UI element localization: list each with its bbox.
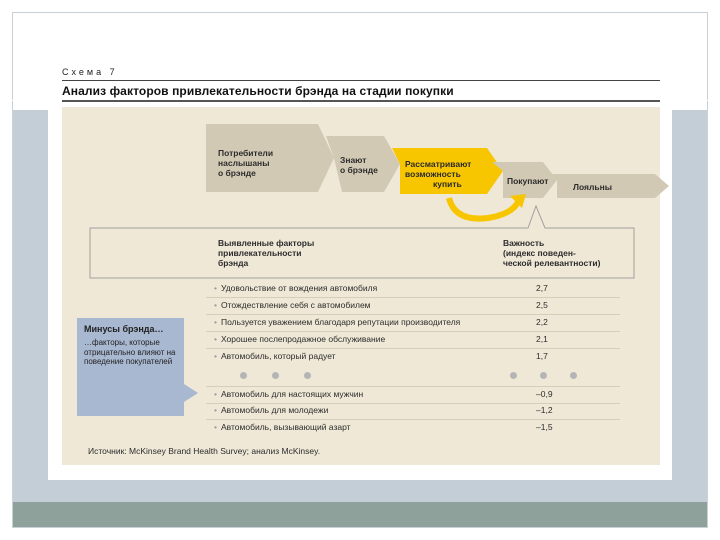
- ellipsis-dot: [510, 372, 517, 379]
- table-row: [206, 298, 620, 315]
- stage-aware-line1: Потребители: [218, 148, 274, 158]
- factors-header-line2: привлекательности: [218, 248, 302, 258]
- importance-header-line1: Важность: [503, 238, 545, 248]
- brand-minuses-callout: [77, 318, 184, 416]
- factor-value: 2,7: [536, 283, 548, 293]
- factor-label: • Автомобиль для молодежи: [214, 405, 328, 415]
- importance-header-line3: ческой релевантности): [503, 258, 601, 268]
- figure-title: Анализ факторов привлекательности брэнда на стадии покупки: [62, 84, 454, 98]
- stage-label-know: [340, 155, 378, 175]
- stage-label-buy: Покупают: [507, 176, 549, 186]
- table-row: [206, 281, 620, 298]
- callout-body: …факторы, которые отрицательно влияют на поведение покупателей: [84, 338, 176, 366]
- stage-know-line2: о брэнде: [340, 165, 378, 175]
- stage-know-line1: Знают: [340, 155, 367, 165]
- callout-pointer: [184, 384, 198, 402]
- stage-label-aware: [218, 148, 273, 178]
- factor-label: • Пользуется уважением благодаря репутации производителя: [214, 317, 460, 327]
- stage-aware-line2: наслышаны: [218, 158, 270, 168]
- stage-consider-line3: купить: [433, 179, 462, 189]
- table-row: [206, 332, 620, 349]
- ellipsis-dot: [272, 372, 279, 379]
- callout-title: Минусы брэнда…: [84, 324, 164, 334]
- stage-label-loyal: Лояльны: [573, 182, 613, 192]
- table-row: [206, 403, 620, 420]
- stage-aware-line3: о брэнде: [218, 168, 256, 178]
- factor-label: • Хорошее послепродажное обслуживание: [214, 334, 385, 344]
- factor-label: • Отождествление себя с автомобилем: [214, 300, 371, 310]
- table-row: [206, 315, 620, 332]
- figure-label: Схема 7: [62, 67, 118, 77]
- source-note: Источник: McKinsey Brand Health Survey; анализ McKinsey.: [88, 446, 321, 456]
- factors-header: [218, 238, 314, 268]
- factors-header-line1: Выявленные факторы: [218, 238, 315, 248]
- factor-label: • Автомобиль, вызывающий азарт: [214, 422, 351, 432]
- importance-header: [503, 238, 600, 268]
- table-row: [206, 349, 620, 365]
- stage-consider-line1: Рассматривают: [405, 159, 472, 169]
- ellipsis-dot: [240, 372, 247, 379]
- factor-value: 2,1: [536, 334, 548, 344]
- ellipsis-dot: [570, 372, 577, 379]
- ellipsis-dot: [304, 372, 311, 379]
- factor-label: • Удовольствие от вождения автомобиля: [214, 283, 377, 293]
- factor-value: –1,2: [536, 405, 553, 415]
- stage-consider-line2: возможность: [405, 169, 461, 179]
- stage-label-consider: [405, 159, 471, 189]
- importance-header-line2: (индекс поведен-: [503, 248, 576, 258]
- factor-value: –1,5: [536, 422, 553, 432]
- table-row: [206, 420, 620, 436]
- factor-label: • Автомобиль для настоящих мужчин: [214, 389, 363, 399]
- factors-header-line3: брэнда: [218, 258, 249, 268]
- factor-value: 1,7: [536, 351, 548, 361]
- ellipsis-dot: [540, 372, 547, 379]
- factor-value: 2,2: [536, 317, 548, 327]
- table-row: [206, 386, 620, 404]
- consider-to-buy-curve: [449, 198, 518, 219]
- factor-value: 2,5: [536, 300, 548, 310]
- factor-value: –0,9: [536, 389, 553, 399]
- factor-label: • Автомобиль, который радует: [214, 351, 336, 361]
